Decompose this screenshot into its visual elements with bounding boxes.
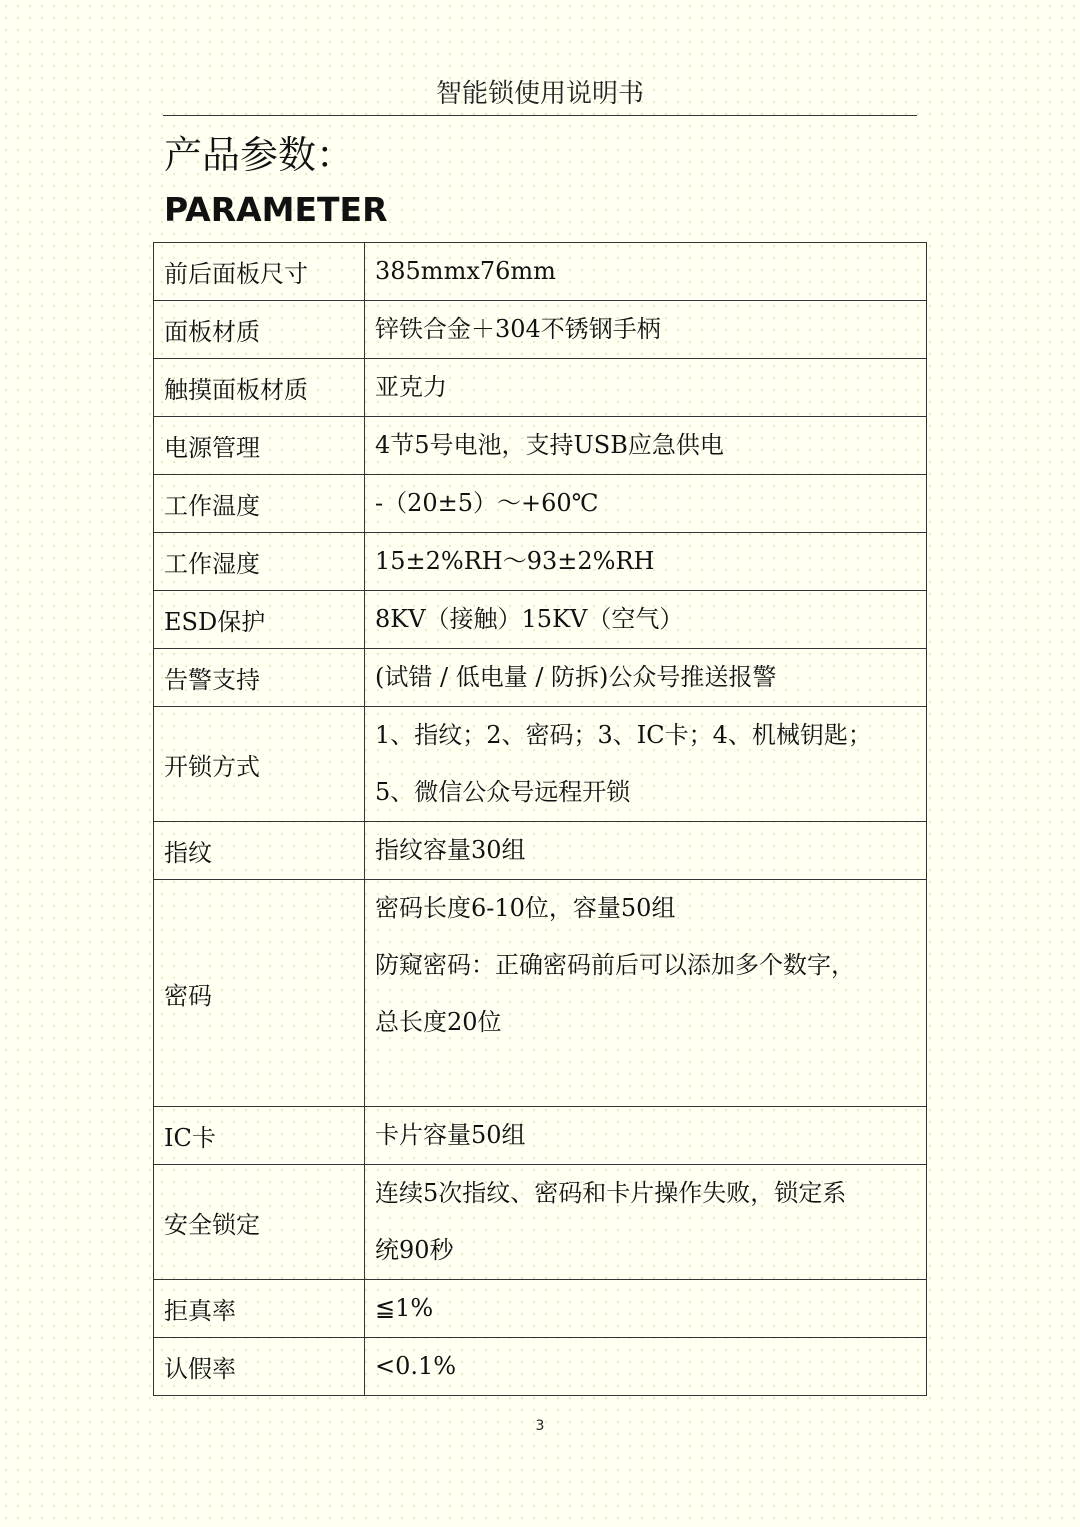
param-value-line: (试错 / 低电量 / 防拆)公众号推送报警 — [375, 663, 777, 691]
param-value-line: 4节5号电池，支持USB应急供电 — [375, 431, 724, 459]
running-header-title: 智能锁使用说明书 — [435, 79, 644, 109]
param-value — [365, 1107, 927, 1165]
section-title-chinese: 产品参数： — [164, 133, 355, 177]
table-row — [154, 1338, 927, 1396]
param-value — [365, 533, 927, 591]
table-row — [154, 649, 927, 707]
param-value — [365, 301, 927, 359]
table-row — [154, 822, 927, 880]
param-value-line: 385mmx76mm — [375, 257, 556, 285]
table-row — [154, 880, 927, 1107]
parameter-table — [153, 242, 927, 1396]
param-label: 电源管理 — [154, 417, 365, 475]
table-row — [154, 1280, 927, 1338]
table-row — [154, 475, 927, 533]
param-value — [365, 1165, 927, 1280]
param-label: 拒真率 — [154, 1280, 365, 1338]
param-value — [365, 359, 927, 417]
param-value — [365, 1338, 927, 1396]
param-label: 指纹 — [154, 822, 365, 880]
table-row — [154, 1165, 927, 1280]
param-value-line: ≦1% — [375, 1294, 434, 1322]
table-row — [154, 243, 927, 301]
param-label: 面板材质 — [154, 301, 365, 359]
param-value — [365, 707, 927, 822]
table-row — [154, 707, 927, 822]
table-row — [154, 417, 927, 475]
param-value-line: 指纹容量30组 — [375, 836, 526, 864]
param-label: 认假率 — [154, 1338, 365, 1396]
table-row — [154, 591, 927, 649]
param-value-line: 密码长度6-10位，容量50组 — [375, 894, 676, 922]
param-value — [365, 475, 927, 533]
param-label: 安全锁定 — [154, 1165, 365, 1280]
param-value-line: 15±2%RH～93±2%RH — [375, 547, 655, 575]
param-value — [365, 243, 927, 301]
param-label: 告警支持 — [154, 649, 365, 707]
header-divider — [163, 115, 917, 116]
param-value-line: 卡片容量50组 — [375, 1121, 526, 1149]
param-value — [365, 649, 927, 707]
param-label: 开锁方式 — [154, 707, 365, 822]
param-value — [365, 880, 927, 1107]
page-number: 3 — [535, 1418, 545, 1434]
param-value-line: -（20±5）～+60℃ — [375, 489, 599, 517]
section-title-english: PARAMETER — [164, 190, 388, 229]
param-value-line: 5、微信公众号远程开锁 — [375, 778, 631, 806]
param-value-line: 统90秒 — [375, 1236, 454, 1264]
param-label: 密码 — [154, 880, 365, 1107]
param-value — [365, 417, 927, 475]
param-label: 工作湿度 — [154, 533, 365, 591]
param-label: 触摸面板材质 — [154, 359, 365, 417]
param-value — [365, 591, 927, 649]
param-value-line: 总长度20位 — [375, 1008, 502, 1036]
param-value-line: 连续5次指纹、密码和卡片操作失败，锁定系 — [375, 1179, 847, 1207]
param-value-line: 锌铁合金＋304不锈钢手柄 — [375, 315, 661, 343]
table-row — [154, 1107, 927, 1165]
param-value — [365, 1280, 927, 1338]
param-value-line: 1、指纹；2、密码；3、IC卡；4、机械钥匙； — [375, 721, 872, 749]
table-row — [154, 533, 927, 591]
table-row — [154, 359, 927, 417]
param-value-line: <0.1% — [375, 1352, 457, 1380]
param-value — [365, 822, 927, 880]
param-label: ESD保护 — [154, 591, 365, 649]
param-label: IC卡 — [154, 1107, 365, 1165]
param-label: 工作温度 — [154, 475, 365, 533]
table-row — [154, 301, 927, 359]
param-value-line: 亚克力 — [375, 373, 447, 401]
param-value-line: 防窥密码：正确密码前后可以添加多个数字， — [375, 951, 855, 979]
param-value-line: 8KV（接触）15KV（空气） — [375, 605, 684, 633]
param-label: 前后面板尺寸 — [154, 243, 365, 301]
